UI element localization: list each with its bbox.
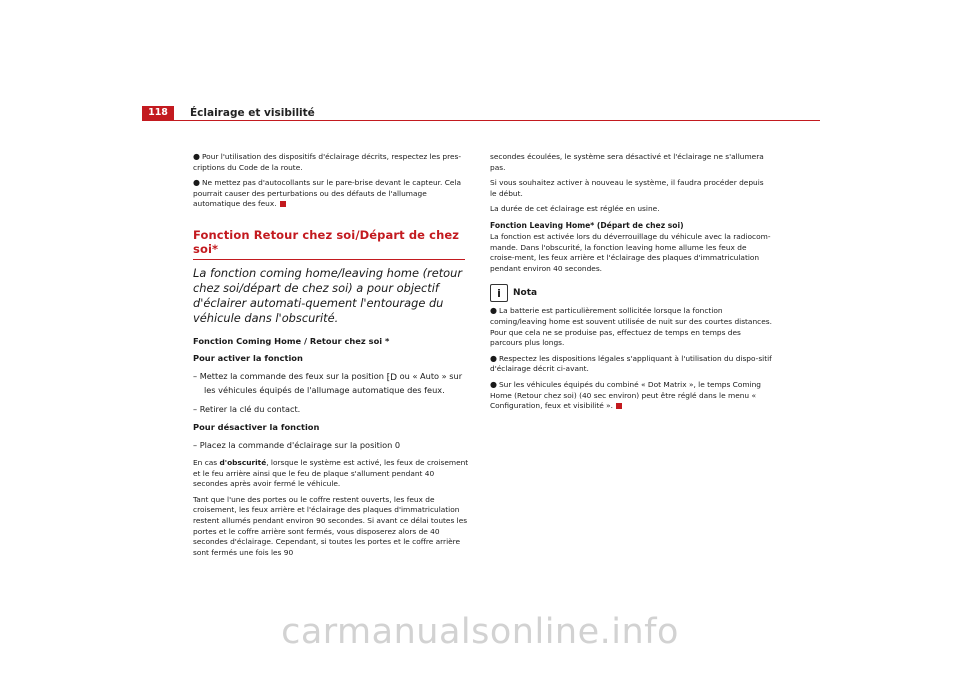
bullet-icon: ● — [193, 152, 200, 161]
note-text: La batterie est particulièrement sollicitée lorsque la fonction coming/leaving home est souvent utilisée de nuit sur des courtes distances. Pour que cela ne se produise pas, effectuez de temps en temps des parcours plus longs. — [490, 306, 772, 348]
paragraph: La fonction est activée lors du déverrouillage du véhicule avec la radiocom-mande. Dans l'obscurité, la fonction leaving home allume les feux de croise-ment, les feux arrière et l'éclairage des plaques d'immatriculation pendant environ 40 secondes. — [490, 231, 771, 273]
bullet-icon: ● — [490, 353, 497, 363]
note-item — [490, 380, 772, 412]
section-title: Fonction Retour chez soi/Départ de chez soi* — [193, 228, 465, 260]
step-text: ou « Auto » sur les véhicules équipés de l'allumage automatique des feux. — [204, 370, 463, 395]
para-emphasis: d'obscurité — [219, 457, 267, 467]
headlight-icon: ⁅D — [386, 372, 398, 383]
watermark: carmanualsonline.info — [281, 612, 679, 652]
bullet-item — [193, 178, 471, 210]
note-text: Sur les véhicules équipés du combiné « Dot Matrix », le temps Coming Home (Retour chez soi) (40 sec environ) peut être réglé dans le menu « Configuration, feux et visibilité ». — [490, 379, 761, 411]
subheading-deactivate: Pour désactiver la fonction — [193, 421, 320, 432]
left-column — [193, 152, 471, 563]
subheading-leaving-home: Fonction Leaving Home* (Départ de chez soi) — [490, 220, 684, 230]
paragraph — [193, 458, 471, 490]
paragraph: Si vous souhaitez activer à nouveau le système, il faudra procéder depuis le début. — [490, 178, 764, 198]
page-number: 118 — [142, 106, 174, 120]
right-column — [490, 152, 772, 417]
page-header — [142, 106, 820, 121]
end-mark-icon — [616, 403, 622, 409]
paragraph: secondes écoulées, le système sera désactivé et l'éclairage ne s'allumera pas. — [490, 152, 764, 172]
chapter-title: Éclairage et visibilité — [190, 107, 315, 119]
info-icon: i — [490, 284, 508, 302]
end-mark-icon — [280, 201, 286, 207]
subheading-coming-home: Fonction Coming Home / Retour chez soi * — [193, 335, 390, 346]
bullet-text: Ne mettez pas d'autocollants sur le pare-brise devant le capteur. Cela pourrait causer des perturbations ou des défauts de l'allumage automatique des feux. — [193, 178, 461, 209]
para-text: En cas — [193, 457, 218, 467]
note-text: Respectez les dispositions légales s'appliquant à l'utilisation du dispo-sitif d'éclairage décrit ci-avant. — [490, 353, 772, 374]
note-item — [490, 306, 772, 348]
subheading-activate: Pour activer la fonction — [193, 352, 303, 363]
note-item — [490, 354, 772, 375]
section-intro: La fonction coming home/leaving home (retour chez soi/départ de chez soi) a pour objectif d'éclairer automati-quement l'entourage du véhicule dans l'obscurité. — [193, 265, 463, 325]
note-title: Nota — [513, 288, 538, 299]
paragraph: Tant que l'une des portes ou le coffre restent ouverts, les feux de croisement, les feux arrière et l'éclairage des plaques d'immatriculation restent allumés pendant environ 90 secondes. Si avant ce délai toutes les portes et le coffre arrière sont fermés, vous disposerez alors de 40 secondes d'éclairage. Cependant, si toutes les portes et le coffre arrière sont fermés une fois les 90 — [193, 494, 468, 557]
bullet-item — [193, 152, 471, 173]
bullet-icon: ● — [193, 178, 200, 188]
bullet-text: Pour l'utilisation des dispositifs d'éclairage décrits, respectez les pres-criptions du Code de la route. — [193, 152, 462, 172]
step-remove-key: – Retirer la clé du contact. — [193, 403, 301, 414]
bullet-icon: ● — [490, 379, 497, 389]
note-header — [490, 284, 772, 302]
paragraph: La durée de cet éclairage est réglée en usine. — [490, 204, 660, 214]
bullet-icon: ● — [490, 306, 497, 316]
step-text: – Mettez la commande des feux sur la position — [193, 370, 384, 381]
para-text: , lorsque le système est activé, les feux de croisement et le feu arrière ainsi que le feu de plaque s'allument pendant 40 secondes après avoir fermé le véhicule. — [193, 457, 469, 489]
step-light-switch — [193, 370, 471, 396]
step-position-zero: – Placez la commande d'éclairage sur la position 0 — [193, 439, 401, 450]
